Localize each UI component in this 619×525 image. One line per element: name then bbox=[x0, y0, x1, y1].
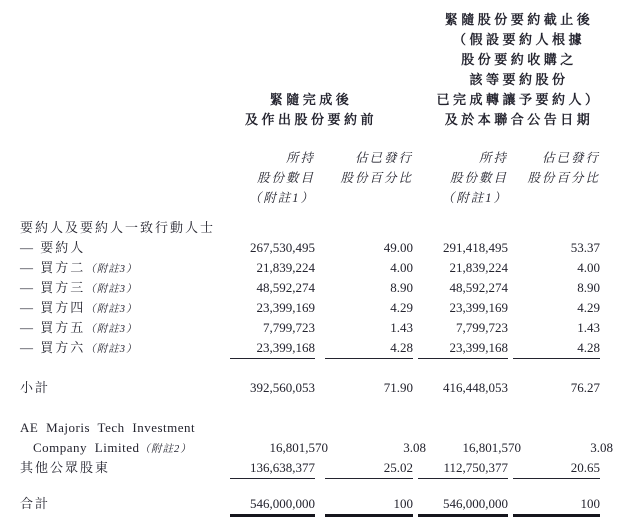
subheader-line: 所持 bbox=[285, 151, 315, 165]
table-row-other-public-shareholders bbox=[20, 458, 613, 478]
percent-after-value: 100 bbox=[513, 494, 600, 517]
percent-after-value: 8.90 bbox=[577, 280, 600, 295]
row-label-text: AE Majoris Tech Investment bbox=[20, 420, 196, 435]
row-label-text: — 買方三 bbox=[20, 280, 86, 295]
percent-before-value: 4.28 bbox=[325, 338, 413, 359]
row-label-text: 其他公眾股東 bbox=[20, 460, 111, 475]
row-label bbox=[20, 458, 230, 478]
row-label-text: — 買方五 bbox=[20, 320, 86, 335]
percent-before-value: 25.02 bbox=[325, 458, 413, 479]
table-row-buyer-6 bbox=[20, 338, 613, 358]
header-line: 股份要約收購之 bbox=[461, 52, 577, 67]
row-label-text: — 要約人 bbox=[20, 240, 86, 255]
row-label-note: （附註3） bbox=[85, 304, 138, 315]
shares-before-value: 23,399,168 bbox=[230, 338, 315, 359]
table-row-total bbox=[20, 494, 613, 514]
table-row-subtotal bbox=[20, 378, 613, 398]
row-label-text: — 買方四 bbox=[20, 300, 86, 315]
row-label-note: （附註2） bbox=[139, 444, 192, 455]
row-label-text: — 買方二 bbox=[20, 260, 86, 275]
subheader-line: 股份百分比 bbox=[527, 171, 600, 185]
row-label bbox=[20, 378, 230, 398]
table-row-ae-majoris-line2 bbox=[20, 438, 613, 458]
column-group-header-before-offer bbox=[216, 90, 406, 130]
subheader-percent-after bbox=[513, 148, 600, 208]
shares-after-value: 16,801,570 bbox=[462, 440, 521, 455]
shares-after-value: 112,750,377 bbox=[418, 458, 508, 479]
row-label-note: （附註3） bbox=[85, 344, 138, 355]
shares-before-value: 267,530,495 bbox=[250, 240, 315, 255]
subheader-shares-before bbox=[230, 148, 315, 208]
shares-before-value: 392,560,053 bbox=[250, 380, 315, 395]
shares-before-value: 16,801,570 bbox=[269, 440, 328, 455]
header-line: 及於本聯合公告日期 bbox=[444, 112, 594, 127]
row-label-text: — 買方六 bbox=[20, 340, 86, 355]
subheader-line: 股份數目 bbox=[449, 171, 508, 185]
shares-before-value: 546,000,000 bbox=[230, 494, 315, 517]
row-label-text: 小計 bbox=[20, 380, 51, 395]
shares-after-value: 416,448,053 bbox=[443, 380, 508, 395]
percent-before-value: 3.08 bbox=[403, 440, 426, 455]
percent-before-value: 8.90 bbox=[390, 280, 413, 295]
row-label-text: Company Limited bbox=[33, 440, 140, 455]
subheader-line: 佔已發行 bbox=[354, 151, 413, 165]
shares-after-value: 23,399,168 bbox=[418, 338, 508, 359]
percent-after-value: 76.27 bbox=[570, 380, 600, 395]
percent-after-value: 4.28 bbox=[513, 338, 600, 359]
percent-before-value: 100 bbox=[325, 494, 413, 517]
header-line: 緊隨完成後 bbox=[269, 92, 353, 107]
subheader-line: 佔已發行 bbox=[541, 151, 600, 165]
percent-before-value: 4.00 bbox=[390, 260, 413, 275]
header-line: 已完成轉讓予要約人） bbox=[436, 92, 602, 107]
percent-before-value: 71.90 bbox=[383, 380, 413, 395]
shareholding-table bbox=[20, 218, 613, 514]
row-label bbox=[20, 418, 230, 438]
shares-after-value: 291,418,495 bbox=[443, 240, 508, 255]
header-line: 緊隨股份要約截止後 bbox=[444, 12, 594, 27]
table-row-buyer-5 bbox=[20, 318, 613, 338]
table-row-buyer-4 bbox=[20, 298, 613, 318]
row-label bbox=[20, 338, 230, 358]
percent-after-value: 20.65 bbox=[513, 458, 600, 479]
shares-after-value: 48,592,274 bbox=[449, 280, 508, 295]
row-label bbox=[20, 278, 230, 298]
row-label-note: （附註3） bbox=[85, 264, 138, 275]
shares-after-value: 21,839,224 bbox=[449, 260, 508, 275]
shares-after-value: 23,399,169 bbox=[449, 300, 508, 315]
percent-after-value: 3.08 bbox=[590, 440, 613, 455]
row-label bbox=[20, 238, 230, 258]
header-line: 及作出股份要約前 bbox=[244, 112, 377, 127]
shares-after-value: 546,000,000 bbox=[418, 494, 508, 517]
header-line: （假設要約人根據 bbox=[452, 32, 585, 47]
table-row-offeror bbox=[20, 238, 613, 258]
subheader-line: 股份數目 bbox=[256, 171, 315, 185]
subheader-line: 股份百分比 bbox=[340, 171, 413, 185]
percent-after-value: 4.29 bbox=[577, 300, 600, 315]
shares-before-value: 7,799,723 bbox=[263, 320, 315, 335]
subheader-line: 所持 bbox=[478, 151, 508, 165]
row-label-text: 要約人及要約人一致行動人士 bbox=[20, 220, 216, 235]
row-label-note: （附註3） bbox=[85, 284, 138, 295]
table-row-buyer-2 bbox=[20, 258, 613, 278]
row-label bbox=[20, 318, 230, 338]
shares-before-value: 136,638,377 bbox=[230, 458, 315, 479]
table-row-buyer-3 bbox=[20, 278, 613, 298]
header-line: 該等要約股份 bbox=[469, 72, 569, 87]
column-group-header-after-offer bbox=[424, 10, 614, 130]
subheader-note: （附註1） bbox=[441, 191, 508, 205]
shares-before-value: 23,399,169 bbox=[256, 300, 315, 315]
column-subheaders bbox=[20, 148, 600, 208]
subheader-shares-after bbox=[418, 148, 508, 208]
row-label-note: （附註3） bbox=[85, 324, 138, 335]
percent-after-value: 53.37 bbox=[570, 240, 600, 255]
row-label bbox=[20, 298, 230, 318]
percent-before-value: 4.29 bbox=[390, 300, 413, 315]
row-label bbox=[20, 494, 230, 514]
shares-before-value: 48,592,274 bbox=[256, 280, 315, 295]
row-label-text: 合計 bbox=[20, 496, 51, 511]
subheader-note: （附註1） bbox=[248, 191, 315, 205]
shares-before-value: 21,839,224 bbox=[256, 260, 315, 275]
row-label bbox=[20, 218, 613, 238]
table-row-ae-majoris-line1 bbox=[20, 418, 613, 438]
table-row-group-offeror-concert bbox=[20, 218, 613, 238]
percent-before-value: 49.00 bbox=[383, 240, 413, 255]
row-label bbox=[20, 258, 230, 278]
subheader-percent-before bbox=[325, 148, 413, 208]
shares-after-value: 7,799,723 bbox=[456, 320, 508, 335]
row-label bbox=[20, 438, 243, 458]
percent-before-value: 1.43 bbox=[390, 320, 413, 335]
percent-after-value: 4.00 bbox=[577, 260, 600, 275]
percent-after-value: 1.43 bbox=[577, 320, 600, 335]
